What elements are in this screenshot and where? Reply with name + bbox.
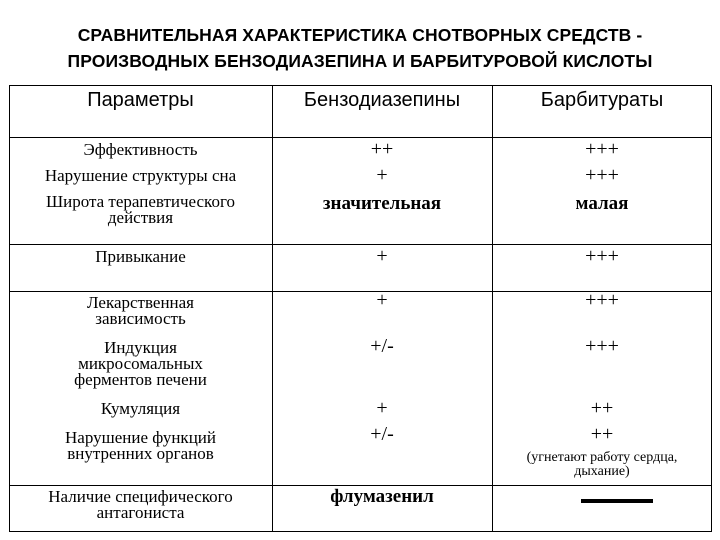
benzo-cumulation: + bbox=[376, 397, 388, 419]
param-cumulation: Кумуляция bbox=[100, 399, 181, 418]
barb-organ-dysfunction-note-line-1: (угнетают работу сердца, bbox=[526, 450, 678, 465]
title-line-2: ПРОИЗВОДНЫХ БЕНЗОДИАЗЕПИНА И БАРБИТУРОВОЙ КИСЛОТЫ bbox=[67, 51, 653, 71]
param-organ-dysfunction-line-2: внутренних органов bbox=[67, 444, 214, 463]
param-enzyme-induction-line-2: микросомальных bbox=[78, 354, 203, 373]
param-organ-dysfunction-line-1: Нарушение функций bbox=[65, 428, 216, 447]
benzo-organ-dysfunction: +/- bbox=[370, 423, 394, 445]
param-enzyme-induction-line-1: Индукция bbox=[104, 338, 177, 357]
barb-organ-dysfunction: ++ bbox=[590, 423, 614, 445]
param-tolerance: Привыкание bbox=[95, 247, 186, 266]
barb-therapeutic-range: малая bbox=[575, 193, 629, 214]
benzo-tolerance: + bbox=[376, 245, 388, 267]
benzo-drug-dependence: + bbox=[376, 289, 388, 311]
barb-cumulation: ++ bbox=[590, 397, 614, 419]
comparison-table bbox=[9, 85, 712, 532]
param-therapeutic-range-line-1: Широта терапевтического bbox=[45, 192, 236, 211]
barb-specific-antagonist-dash bbox=[581, 499, 653, 503]
param-enzyme-induction-line-3: ферментов печени bbox=[74, 370, 207, 389]
barb-organ-dysfunction-note-line-2: дыхание) bbox=[574, 464, 630, 479]
header-barbiturates: Барбитураты bbox=[540, 89, 664, 111]
param-organ-dysfunction bbox=[9, 430, 272, 462]
param-efficacy: Эффективность bbox=[83, 140, 198, 159]
param-drug-dependence-line-1: Лекарственная bbox=[86, 293, 194, 312]
param-therapeutic-range-line-2: действия bbox=[107, 208, 174, 227]
title-line-1: СРАВНИТЕЛЬНАЯ ХАРАКТЕРИСТИКА СНОТВОРНЫХ СРЕДСТВ - bbox=[77, 25, 643, 45]
benzo-specific-antagonist: флумазенил bbox=[330, 486, 434, 507]
param-sleep-structure: Нарушение структуры сна bbox=[44, 166, 237, 185]
benzo-sleep-structure: + bbox=[376, 164, 388, 186]
benzo-enzyme-induction: +/- bbox=[370, 335, 394, 357]
barb-tolerance: +++ bbox=[585, 245, 619, 267]
param-specific-antagonist-line-1: Наличие специфического bbox=[48, 487, 233, 506]
param-specific-antagonist-line-2: антагониста bbox=[96, 503, 185, 522]
barb-organ-dysfunction-note bbox=[492, 451, 712, 479]
barb-enzyme-induction: +++ bbox=[585, 335, 619, 357]
param-enzyme-induction bbox=[9, 340, 272, 388]
barb-sleep-structure: +++ bbox=[585, 164, 619, 186]
param-drug-dependence bbox=[9, 295, 272, 327]
barb-drug-dependence: +++ bbox=[585, 289, 619, 311]
benzo-efficacy: ++ bbox=[370, 138, 394, 160]
benzo-therapeutic-range: значительная bbox=[322, 193, 442, 214]
param-specific-antagonist bbox=[9, 489, 272, 521]
param-therapeutic-range bbox=[9, 194, 272, 226]
header-parameters: Параметры bbox=[87, 89, 194, 111]
param-drug-dependence-line-2: зависимость bbox=[95, 309, 186, 328]
header-benzodiazepines: Бензодиазепины bbox=[303, 89, 461, 111]
barb-efficacy: +++ bbox=[585, 138, 619, 160]
page-title bbox=[0, 22, 720, 74]
